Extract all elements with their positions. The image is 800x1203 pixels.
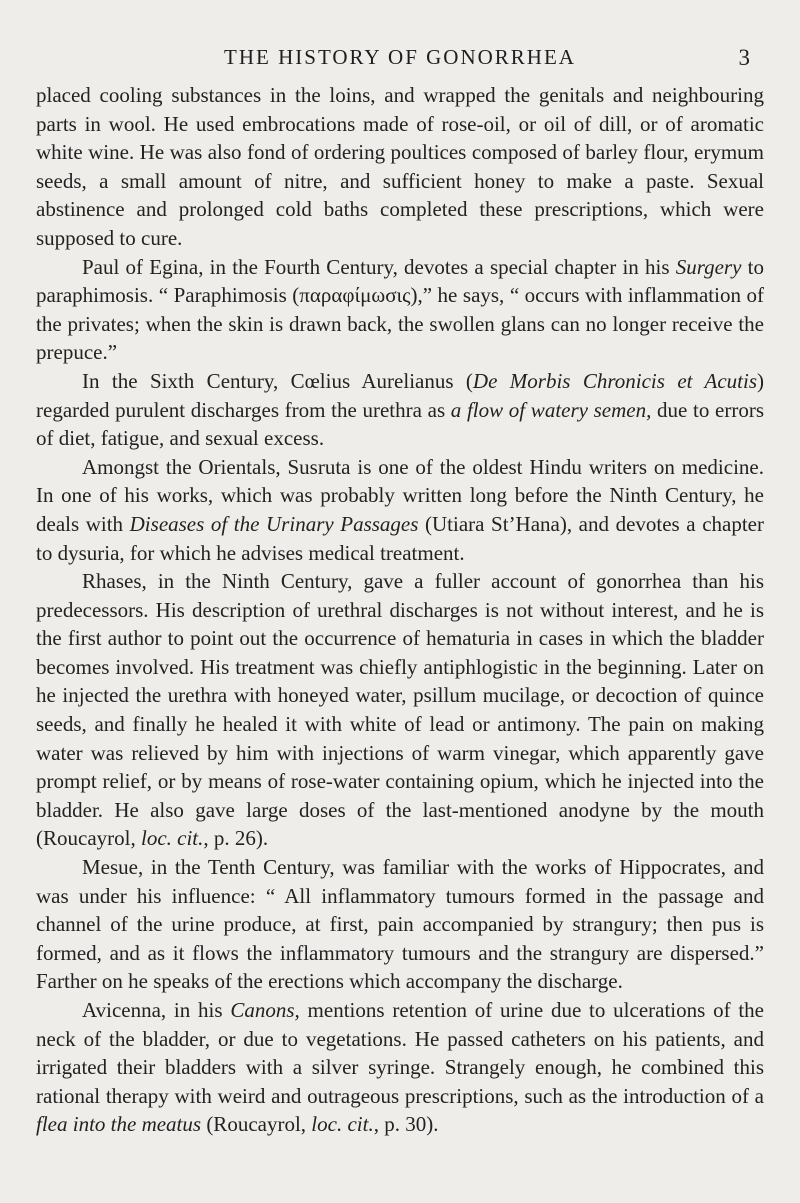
book-title: Canons, <box>230 998 300 1022</box>
text-run: ) regarded purulent discharges from the urethra as <box>36 368 764 422</box>
text-run: Amongst the Orientals, Susruta is one of the oldest Hindu writers on medicine. In one of his works, which was probably written long before the Ninth Century, he deals with <box>36 454 764 536</box>
book-title: De Morbis Chronicis et Acutis <box>472 368 757 393</box>
paragraph <box>36 453 764 567</box>
paragraph <box>36 996 764 1139</box>
body-text <box>36 81 764 1139</box>
page-number: 3 <box>738 45 750 70</box>
page-header <box>0 45 800 75</box>
paragraph <box>36 367 764 453</box>
citation: loc. cit. <box>311 1112 374 1137</box>
text-run: (Roucayrol, <box>201 1112 312 1137</box>
paragraph <box>36 853 764 996</box>
paragraph <box>36 81 764 253</box>
text-run: Avicenna, in his <box>82 998 231 1022</box>
text-run: to paraphimosis. “ Paraphimosis (παραφίμωσις),” he says, “ occurs with inflammation of the privates; when the skin is drawn back, the swollen glans can no longer receive the prepuce.” <box>36 254 764 365</box>
book-title: Diseases of the Urinary Passages <box>129 511 419 536</box>
text-run: Mesue, in the Tenth Century, was familiar with the works of Hippocrates, and was under his influence: “ All inflammatory tumours formed in the passage and channel of the urine produce, at first, pain accompanied by strangury; then pus is formed, and as it flows the inflammatory tumours and the strangury are dispersed.” Farther on he speaks of the erections which accompany the discharge. <box>36 855 764 994</box>
text-run: due to errors of diet, fatigue, and sexual excess. <box>36 397 764 451</box>
citation: loc. cit. <box>140 826 204 851</box>
text-run: mentions retention of urine due to ulcerations of the neck of the bladder, or due to vegetations. He passed catheters on his patients, and irrigated their bladders with a silver syringe. Strangely enough, he combined this rational therapy with weird and outrageous prescriptions, such as the introduction of a <box>36 998 765 1108</box>
running-head: THE HISTORY OF GONORRHEA <box>224 45 576 69</box>
text-run: , p. 30). <box>373 1112 439 1137</box>
emphasis: flea into the meatus <box>36 1112 202 1137</box>
text-run: Paul of Egina, in the Fourth Century, devotes a special chapter in his <box>82 254 676 279</box>
book-title: Surgery <box>675 254 742 279</box>
text-run: placed cooling substances in the loins, and wrapped the genitals and neighbouring parts in wool. He used embrocations made of rose-oil, or oil of dill, or of aromatic white wine. He was also fond of ordering poultices composed of barley flour, erymum seeds, a small amount of nitre, and sufficient honey to make a paste. Sexual abstinence and prolonged cold baths completed these prescriptions, which were supposed to cure. <box>36 83 764 250</box>
text-run: (Utiara St’Hana), and devotes a chapter to dysuria, for which he advises medical treatment. <box>36 511 764 565</box>
text-run: , p. 26). <box>203 826 269 851</box>
paragraph <box>36 567 764 853</box>
emphasis: a flow of watery semen, <box>450 397 652 422</box>
paragraph <box>36 253 764 367</box>
text-run: In the Sixth Century, Cœlius Aurelianus ( <box>82 368 473 393</box>
text-run: Rhases, in the Ninth Century, gave a fuller account of gonorrhea than his predecessors. His description of urethral discharges is not without interest, and he is the first author to point out the occurrence of hematuria in cases in which the bladder becomes involved. His treatment was chiefly antiphlogistic in the beginning. Later on he injected the urethra with honeyed water, psillum mucilage, or decoction of quince seeds, and finally he healed it with white of lead or antimony. The pain on making water was relieved by him with injections of warm vinegar, which apparently gave prompt relief, or by means of rose-water containing opium, which he injected into the bladder. He also gave large doses of the last-mentioned anodyne by the mouth (Roucayrol, <box>36 569 764 851</box>
